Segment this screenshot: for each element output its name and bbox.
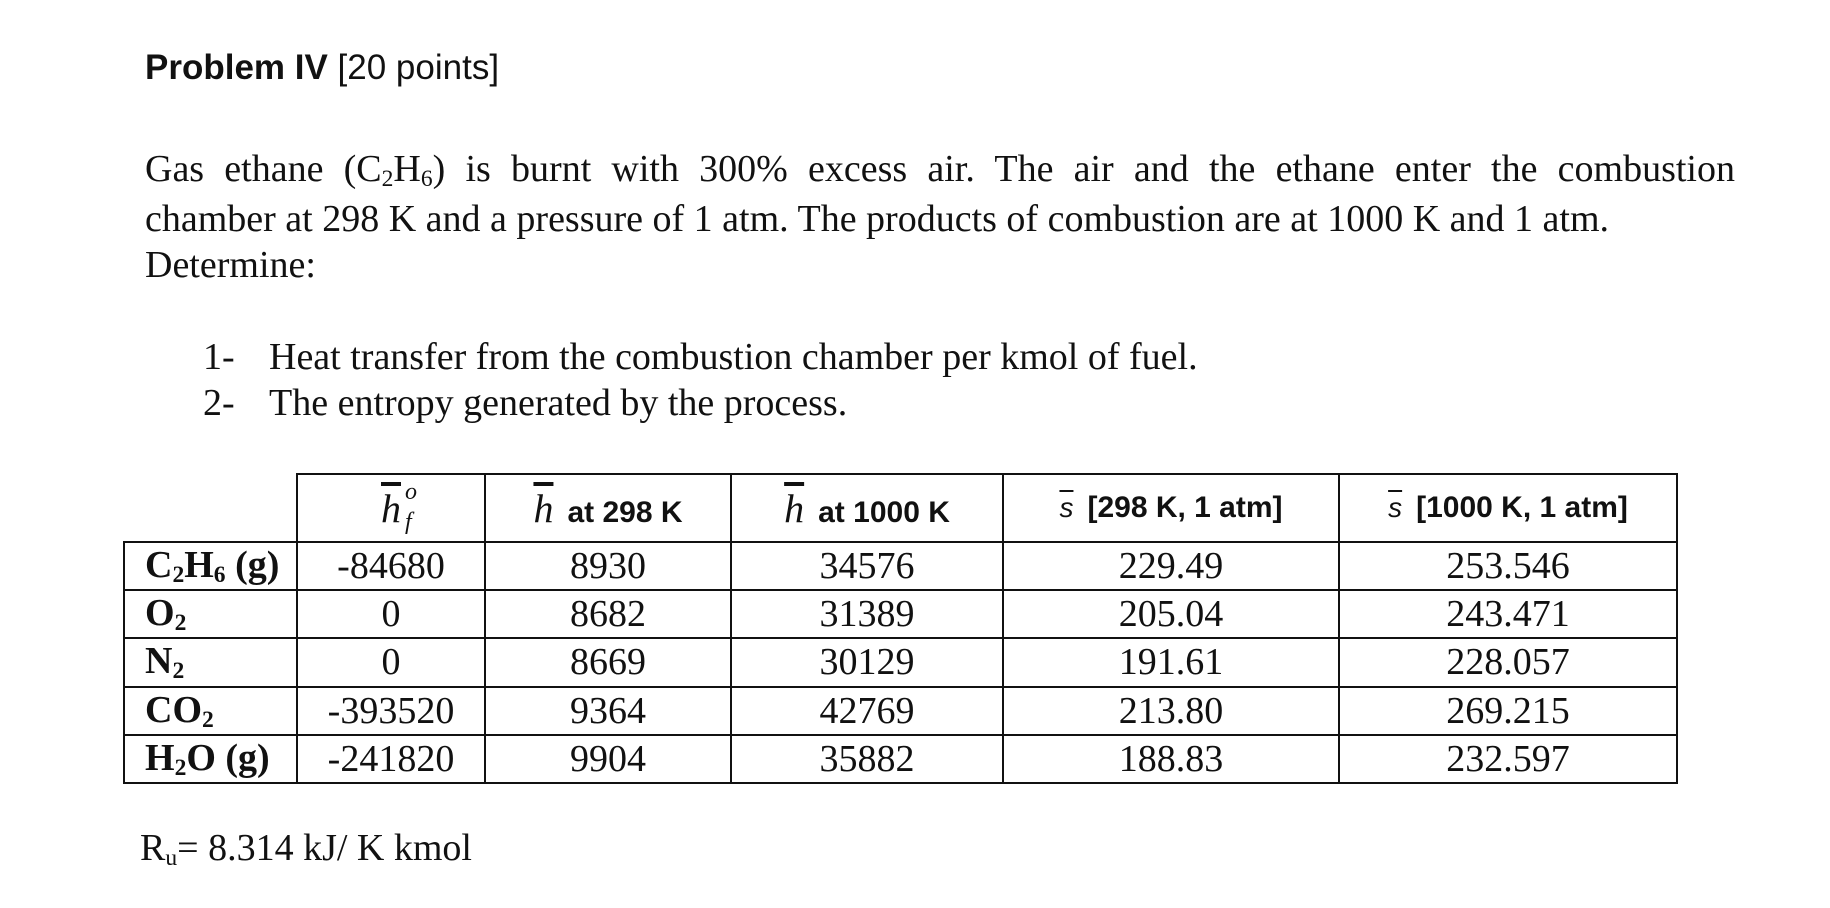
- h-bar-symbol: $\overline{h}$: [784, 485, 805, 531]
- cell-h298: 9904: [485, 735, 731, 783]
- species-label: H2O (g): [124, 735, 297, 783]
- cell-s298: 213.80: [1003, 687, 1339, 735]
- question-item-2: [203, 378, 847, 428]
- cell-h1000: 31389: [731, 590, 1003, 638]
- cell-s298: 229.49: [1003, 542, 1339, 590]
- cell-h1000: 42769: [731, 687, 1003, 735]
- table-header-row: [124, 474, 1677, 542]
- cell-h298: 8930: [485, 542, 731, 590]
- header-entropy-1000: $\overline{s}$ [1000 K, 1 atm]: [1339, 474, 1677, 542]
- h-bar-symbol: $\overline{h}$: [533, 485, 554, 531]
- item-number: 1-: [203, 336, 235, 378]
- species-label: CO2: [124, 687, 297, 735]
- gas-constant-note: Ru= 8.314 kJ/ K kmol: [140, 827, 472, 872]
- statement-text: ) is burnt with 300% excess air. The air and the ethane enter the combustion: [432, 148, 1735, 190]
- subscript: 6: [420, 166, 433, 193]
- species-label: N2: [124, 638, 297, 686]
- problem-statement-line-2: chamber at 298 K and a pressure of 1 atm. The products of combustion are at 1000 K and 1 atm.: [145, 198, 1610, 240]
- table-row: [124, 590, 1677, 638]
- cell-h298: 8682: [485, 590, 731, 638]
- table-row: [124, 542, 1677, 590]
- cell-s1000: 232.597: [1339, 735, 1677, 783]
- header-enthalpy-1000: $\overline{h}$ at 1000 K: [731, 474, 1003, 542]
- property-table: [123, 473, 1678, 784]
- cell-s1000: 253.546: [1339, 542, 1677, 590]
- problem-points: [20 points]: [327, 48, 500, 87]
- table-row: [124, 638, 1677, 686]
- item-number: 2-: [203, 382, 235, 424]
- cell-h1000: 34576: [731, 542, 1003, 590]
- cell-s298: 191.61: [1003, 638, 1339, 686]
- statement-text: Gas ethane (C: [145, 148, 382, 190]
- s-bar-symbol: $\overline{s}$: [1059, 492, 1074, 523]
- item-text: Heat transfer from the combustion chamber per kmol of fuel.: [269, 336, 1198, 378]
- species-label: O2: [124, 590, 297, 638]
- species-label: C2H6 (g): [124, 542, 297, 590]
- header-enthalpy-298: $\overline{h}$ at 298 K: [485, 474, 731, 542]
- statement-text: H: [393, 148, 421, 190]
- s-bar-symbol: $\overline{s}$: [1388, 492, 1403, 523]
- cell-s1000: 269.215: [1339, 687, 1677, 735]
- cell-h1000: 35882: [731, 735, 1003, 783]
- table-row: [124, 687, 1677, 735]
- problem-statement-line-3: Determine:: [145, 244, 316, 286]
- cell-hf: -393520: [297, 687, 485, 735]
- cell-h298: 9364: [485, 687, 731, 735]
- cell-s1000: 228.057: [1339, 638, 1677, 686]
- cell-s1000: 243.471: [1339, 590, 1677, 638]
- item-text: The entropy generated by the process.: [269, 382, 848, 424]
- table-row: [124, 735, 1677, 783]
- table-corner-cell: [124, 474, 297, 542]
- cell-s298: 205.04: [1003, 590, 1339, 638]
- hf-symbol: $\overline{h}$ o f: [381, 478, 417, 535]
- subscript: 2: [381, 166, 394, 193]
- cell-hf: -84680: [297, 542, 485, 590]
- cell-h1000: 30129: [731, 638, 1003, 686]
- problem-title: [145, 48, 499, 88]
- cell-hf: 0: [297, 590, 485, 638]
- cell-h298: 8669: [485, 638, 731, 686]
- cell-s298: 188.83: [1003, 735, 1339, 783]
- cell-hf: 0: [297, 638, 485, 686]
- header-entropy-298: $\overline{s}$ [298 K, 1 atm]: [1003, 474, 1339, 542]
- question-item-1: [203, 332, 1198, 382]
- header-enthalpy-of-formation: [297, 474, 485, 542]
- cell-hf: -241820: [297, 735, 485, 783]
- problem-number: Problem IV: [145, 48, 328, 87]
